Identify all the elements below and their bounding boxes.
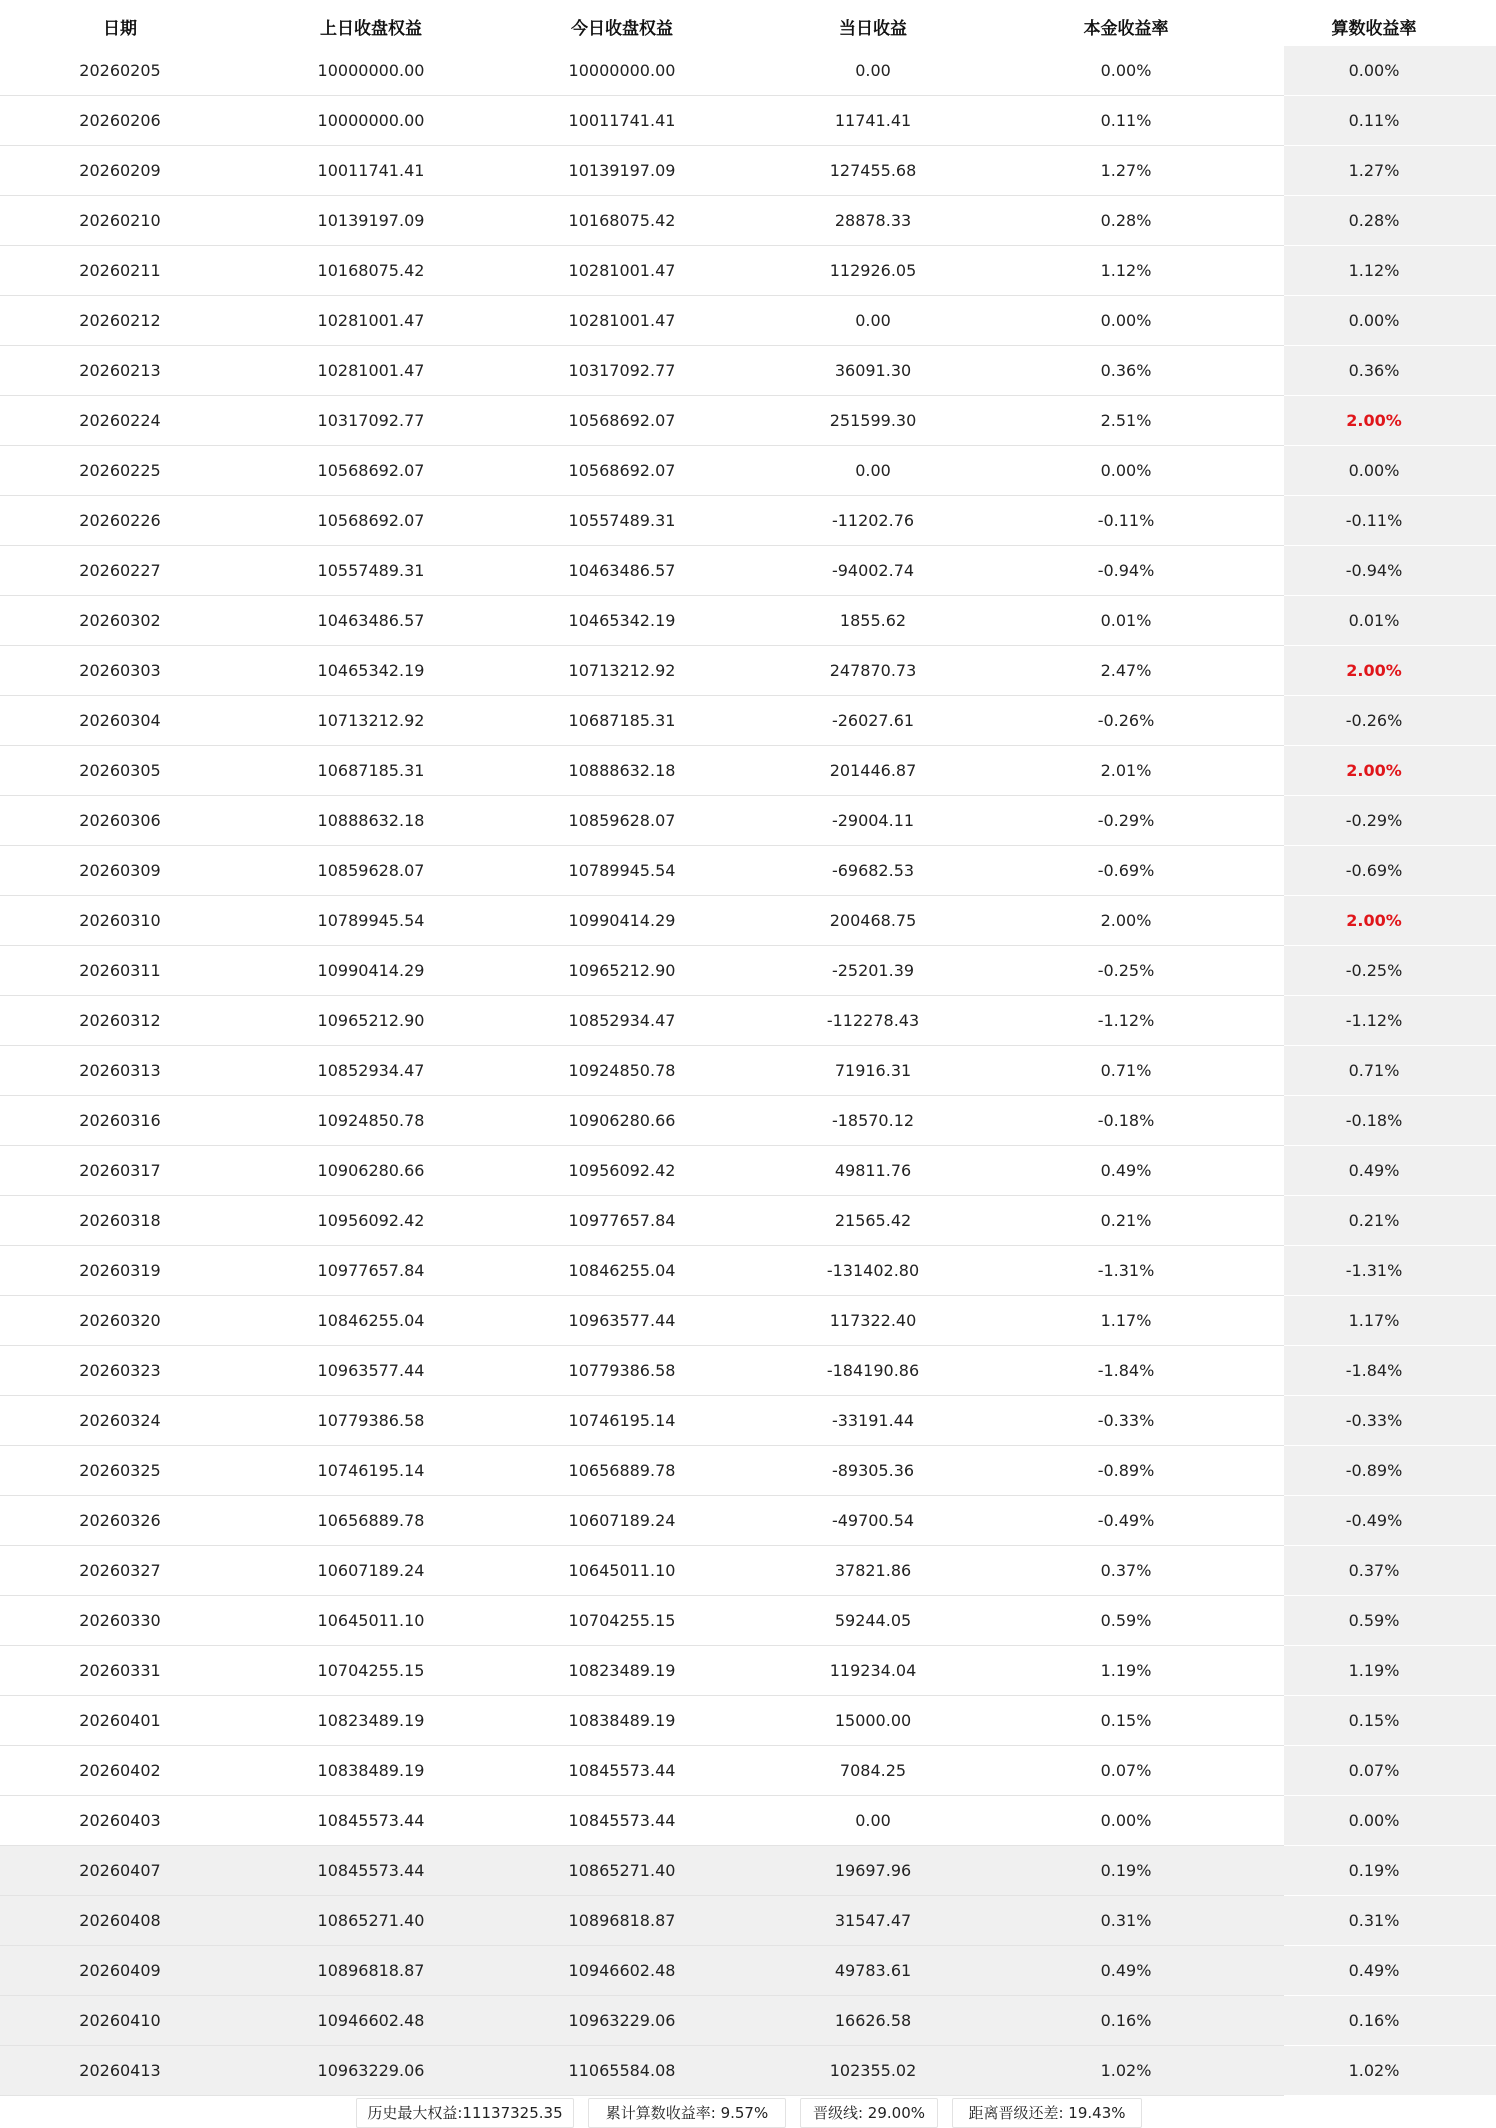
cell-arith-return: -1.12% bbox=[1345, 1011, 1403, 1030]
cell-prev-equity: 10746195.14 bbox=[317, 1461, 425, 1480]
cell-prev-equity: 10000000.00 bbox=[317, 61, 425, 80]
cell-principal-return: 0.15% bbox=[1100, 1711, 1152, 1730]
table-row[interactable] bbox=[0, 1096, 1496, 1146]
cell-today-equity: 10607189.24 bbox=[568, 1511, 676, 1530]
cell-arith-return: 0.07% bbox=[1348, 1761, 1400, 1780]
cell-today-equity: 10906280.66 bbox=[568, 1111, 676, 1130]
cell-daily-pnl: 0.00 bbox=[855, 61, 891, 80]
cell-principal-return: -0.89% bbox=[1097, 1461, 1155, 1480]
cell-daily-pnl: 200468.75 bbox=[829, 911, 917, 930]
cell-daily-pnl: 49783.61 bbox=[834, 1961, 912, 1980]
cell-date: 20260413 bbox=[79, 2061, 161, 2080]
cell-principal-return: 2.00% bbox=[1100, 911, 1152, 930]
cell-daily-pnl: -94002.74 bbox=[831, 561, 915, 580]
cell-today-equity: 10139197.09 bbox=[568, 161, 676, 180]
cell-daily-pnl: 15000.00 bbox=[834, 1711, 912, 1730]
table-row[interactable] bbox=[0, 1946, 1496, 1996]
table-row[interactable] bbox=[0, 346, 1496, 396]
cell-prev-equity: 10845573.44 bbox=[317, 1861, 425, 1880]
table-row[interactable] bbox=[0, 1496, 1496, 1546]
table-row[interactable] bbox=[0, 446, 1496, 496]
cell-arith-return: -0.49% bbox=[1345, 1511, 1403, 1530]
cell-daily-pnl: -18570.12 bbox=[831, 1111, 915, 1130]
table-row[interactable] bbox=[0, 996, 1496, 1046]
cell-arith-return: 0.01% bbox=[1348, 611, 1400, 630]
cell-date: 20260324 bbox=[79, 1411, 161, 1430]
cell-prev-equity: 10779386.58 bbox=[317, 1411, 425, 1430]
cell-today-equity: 10465342.19 bbox=[568, 611, 676, 630]
cell-date: 20260323 bbox=[79, 1361, 161, 1380]
table-row[interactable] bbox=[0, 1746, 1496, 1796]
cell-date: 20260205 bbox=[79, 61, 161, 80]
cell-date: 20260407 bbox=[79, 1861, 161, 1880]
cell-principal-return: 1.12% bbox=[1100, 261, 1152, 280]
cell-today-equity: 10838489.19 bbox=[568, 1711, 676, 1730]
cell-today-equity: 10865271.40 bbox=[568, 1861, 676, 1880]
cell-prev-equity: 10990414.29 bbox=[317, 961, 425, 980]
cell-arith-return: 0.00% bbox=[1348, 461, 1400, 480]
cell-today-equity: 10846255.04 bbox=[568, 1261, 676, 1280]
col-header-prev-equity[interactable]: 上日收盘权益 bbox=[320, 19, 422, 38]
table-row[interactable] bbox=[0, 1296, 1496, 1346]
cell-prev-equity: 10568692.07 bbox=[317, 461, 425, 480]
cell-date: 20260316 bbox=[79, 1111, 161, 1130]
cell-principal-return: 0.49% bbox=[1100, 1961, 1152, 1980]
cell-daily-pnl: 117322.40 bbox=[829, 1311, 917, 1330]
table-header bbox=[0, 0, 1496, 46]
cell-principal-return: -1.12% bbox=[1097, 1011, 1155, 1030]
cell-prev-equity: 10846255.04 bbox=[317, 1311, 425, 1330]
cell-arith-return: 0.37% bbox=[1348, 1561, 1400, 1580]
cell-prev-equity: 10465342.19 bbox=[317, 661, 425, 680]
cell-date: 20260408 bbox=[79, 1911, 161, 1930]
table-row[interactable] bbox=[0, 246, 1496, 296]
cell-arith-return: 0.36% bbox=[1348, 361, 1400, 380]
cell-daily-pnl: -184190.86 bbox=[826, 1361, 920, 1380]
table-row[interactable] bbox=[0, 1846, 1496, 1896]
cell-daily-pnl: 247870.73 bbox=[829, 661, 917, 680]
cell-today-equity: 10852934.47 bbox=[568, 1011, 676, 1030]
table-row[interactable] bbox=[0, 1646, 1496, 1696]
cell-arith-return: -0.89% bbox=[1345, 1461, 1403, 1480]
table-row[interactable] bbox=[0, 496, 1496, 546]
cell-principal-return: 1.02% bbox=[1100, 2061, 1152, 2080]
col-header-date[interactable]: 日期 bbox=[103, 19, 137, 38]
cell-prev-equity: 10789945.54 bbox=[317, 911, 425, 930]
cell-principal-return: 2.51% bbox=[1100, 411, 1152, 430]
cell-today-equity: 10963577.44 bbox=[568, 1311, 676, 1330]
cell-arith-return: 0.21% bbox=[1348, 1211, 1400, 1230]
cell-principal-return: -0.69% bbox=[1097, 861, 1155, 880]
cell-today-equity: 10568692.07 bbox=[568, 461, 676, 480]
cell-daily-pnl: 0.00 bbox=[855, 461, 891, 480]
cell-arith-return: -0.29% bbox=[1345, 811, 1403, 830]
cell-principal-return: 0.28% bbox=[1100, 211, 1152, 230]
table-row[interactable] bbox=[0, 1046, 1496, 1096]
cell-date: 20260410 bbox=[79, 2011, 161, 2030]
cell-prev-equity: 10011741.41 bbox=[317, 161, 425, 180]
cell-date: 20260305 bbox=[79, 761, 161, 780]
cell-arith-return: -0.11% bbox=[1345, 511, 1403, 530]
cell-today-equity: 10463486.57 bbox=[568, 561, 676, 580]
cell-arith-return: 0.00% bbox=[1348, 61, 1400, 80]
cell-date: 20260325 bbox=[79, 1461, 161, 1480]
cell-today-equity: 10746195.14 bbox=[568, 1411, 676, 1430]
cell-daily-pnl: 119234.04 bbox=[829, 1661, 917, 1680]
table-row[interactable] bbox=[0, 1346, 1496, 1396]
cell-arith-return: 1.12% bbox=[1348, 261, 1400, 280]
cell-prev-equity: 10946602.48 bbox=[317, 2011, 425, 2030]
cell-principal-return: 1.27% bbox=[1100, 161, 1152, 180]
cell-daily-pnl: 102355.02 bbox=[829, 2061, 917, 2080]
cell-arith-return: 2.00% bbox=[1346, 411, 1402, 430]
cell-daily-pnl: 11741.41 bbox=[834, 111, 912, 130]
cell-today-equity: 10168075.42 bbox=[568, 211, 676, 230]
cell-principal-return: 0.01% bbox=[1100, 611, 1152, 630]
cell-prev-equity: 10977657.84 bbox=[317, 1261, 425, 1280]
cell-date: 20260304 bbox=[79, 711, 161, 730]
cell-today-equity: 10656889.78 bbox=[568, 1461, 676, 1480]
cell-principal-return: -0.33% bbox=[1097, 1411, 1155, 1430]
cell-prev-equity: 10463486.57 bbox=[317, 611, 425, 630]
cell-daily-pnl: -11202.76 bbox=[831, 511, 915, 530]
cell-today-equity: 10845573.44 bbox=[568, 1761, 676, 1780]
cell-principal-return: 0.31% bbox=[1100, 1911, 1152, 1930]
cell-principal-return: 0.19% bbox=[1100, 1861, 1152, 1880]
col-header-daily-pnl[interactable]: 当日收益 bbox=[839, 19, 907, 38]
cell-principal-return: 2.47% bbox=[1100, 661, 1152, 680]
cell-daily-pnl: -131402.80 bbox=[826, 1261, 920, 1280]
cell-daily-pnl: 201446.87 bbox=[829, 761, 917, 780]
cell-prev-equity: 10713212.92 bbox=[317, 711, 425, 730]
cell-date: 20260319 bbox=[79, 1261, 161, 1280]
cell-prev-equity: 10859628.07 bbox=[317, 861, 425, 880]
cell-date: 20260313 bbox=[79, 1061, 161, 1080]
cell-daily-pnl: -25201.39 bbox=[831, 961, 915, 980]
cell-prev-equity: 10656889.78 bbox=[317, 1511, 425, 1530]
cell-principal-return: 0.21% bbox=[1100, 1211, 1152, 1230]
cell-date: 20260209 bbox=[79, 161, 161, 180]
cell-principal-return: 0.07% bbox=[1100, 1761, 1152, 1780]
cell-date: 20260402 bbox=[79, 1761, 161, 1780]
cell-arith-return: -0.69% bbox=[1345, 861, 1403, 880]
cell-today-equity: 10568692.07 bbox=[568, 411, 676, 430]
cell-today-equity: 10946602.48 bbox=[568, 1961, 676, 1980]
cell-arith-return: 0.49% bbox=[1348, 1161, 1400, 1180]
cell-prev-equity: 10139197.09 bbox=[317, 211, 425, 230]
summary-bar bbox=[0, 2096, 1496, 2128]
cell-arith-return: 0.28% bbox=[1348, 211, 1400, 230]
cell-prev-equity: 10000000.00 bbox=[317, 111, 425, 130]
table-row[interactable] bbox=[0, 396, 1496, 446]
cell-date: 20260309 bbox=[79, 861, 161, 880]
cell-daily-pnl: 59244.05 bbox=[834, 1611, 912, 1630]
cell-date: 20260317 bbox=[79, 1161, 161, 1180]
table-row[interactable] bbox=[0, 1546, 1496, 1596]
cell-principal-return: -1.31% bbox=[1097, 1261, 1155, 1280]
cell-today-equity: 10963229.06 bbox=[568, 2011, 676, 2030]
table-row[interactable] bbox=[0, 1996, 1496, 2046]
cell-principal-return: 0.59% bbox=[1100, 1611, 1152, 1630]
cell-today-equity: 10011741.41 bbox=[568, 111, 676, 130]
cell-daily-pnl: 0.00 bbox=[855, 311, 891, 330]
cell-date: 20260409 bbox=[79, 1961, 161, 1980]
cell-principal-return: -1.84% bbox=[1097, 1361, 1155, 1380]
cell-principal-return: 0.00% bbox=[1100, 461, 1152, 480]
cell-prev-equity: 10645011.10 bbox=[317, 1611, 425, 1630]
cell-arith-return: 2.00% bbox=[1346, 661, 1402, 680]
table-row[interactable] bbox=[0, 296, 1496, 346]
cell-prev-equity: 10607189.24 bbox=[317, 1561, 425, 1580]
cell-arith-return: 2.00% bbox=[1346, 761, 1402, 780]
cell-daily-pnl: 31547.47 bbox=[834, 1911, 912, 1930]
cell-principal-return: -0.49% bbox=[1097, 1511, 1155, 1530]
cell-arith-return: 0.19% bbox=[1348, 1861, 1400, 1880]
cell-today-equity: 10713212.92 bbox=[568, 661, 676, 680]
cell-date: 20260227 bbox=[79, 561, 161, 580]
cell-date: 20260226 bbox=[79, 511, 161, 530]
cell-date: 20260224 bbox=[79, 411, 161, 430]
cell-arith-return: 0.00% bbox=[1348, 311, 1400, 330]
cell-daily-pnl: -89305.36 bbox=[831, 1461, 915, 1480]
cell-today-equity: 10845573.44 bbox=[568, 1811, 676, 1830]
table-row[interactable] bbox=[0, 46, 1496, 96]
cell-prev-equity: 10963229.06 bbox=[317, 2061, 425, 2080]
cell-date: 20260210 bbox=[79, 211, 161, 230]
col-header-today-equity[interactable]: 今日收盘权益 bbox=[571, 19, 673, 38]
cell-date: 20260403 bbox=[79, 1811, 161, 1830]
cell-principal-return: -0.94% bbox=[1097, 561, 1155, 580]
cell-prev-equity: 10963577.44 bbox=[317, 1361, 425, 1380]
cell-today-equity: 10281001.47 bbox=[568, 311, 676, 330]
cell-arith-return: -0.18% bbox=[1345, 1111, 1403, 1130]
cell-daily-pnl: 16626.58 bbox=[834, 2011, 912, 2030]
cell-principal-return: 0.37% bbox=[1100, 1561, 1152, 1580]
cell-today-equity: 10645011.10 bbox=[568, 1561, 676, 1580]
cell-principal-return: 0.36% bbox=[1100, 361, 1152, 380]
cell-today-equity: 10779386.58 bbox=[568, 1361, 676, 1380]
cell-date: 20260303 bbox=[79, 661, 161, 680]
cell-principal-return: 0.00% bbox=[1100, 311, 1152, 330]
cell-prev-equity: 10557489.31 bbox=[317, 561, 425, 580]
cell-prev-equity: 10281001.47 bbox=[317, 361, 425, 380]
cell-principal-return: -0.29% bbox=[1097, 811, 1155, 830]
cell-arith-return: -1.84% bbox=[1345, 1361, 1403, 1380]
cell-prev-equity: 10568692.07 bbox=[317, 511, 425, 530]
cell-date: 20260211 bbox=[79, 261, 161, 280]
table-row[interactable] bbox=[0, 1596, 1496, 1646]
cell-prev-equity: 10687185.31 bbox=[317, 761, 425, 780]
cell-arith-return: -0.25% bbox=[1345, 961, 1403, 980]
table-row[interactable] bbox=[0, 596, 1496, 646]
table-row[interactable] bbox=[0, 1896, 1496, 1946]
cell-today-equity: 10977657.84 bbox=[568, 1211, 676, 1230]
cell-today-equity: 10789945.54 bbox=[568, 861, 676, 880]
cell-date: 20260331 bbox=[79, 1661, 161, 1680]
cell-date: 20260327 bbox=[79, 1561, 161, 1580]
cell-date: 20260401 bbox=[79, 1711, 161, 1730]
cell-date: 20260326 bbox=[79, 1511, 161, 1530]
cell-prev-equity: 10865271.40 bbox=[317, 1911, 425, 1930]
cell-today-equity: 10281001.47 bbox=[568, 261, 676, 280]
table-row[interactable] bbox=[0, 546, 1496, 596]
table-row[interactable] bbox=[0, 1396, 1496, 1446]
cell-prev-equity: 10852934.47 bbox=[317, 1061, 425, 1080]
cell-daily-pnl: 112926.05 bbox=[829, 261, 917, 280]
cell-today-equity: 10557489.31 bbox=[568, 511, 676, 530]
cell-date: 20260206 bbox=[79, 111, 161, 130]
cell-arith-return: 0.59% bbox=[1348, 1611, 1400, 1630]
table-row[interactable] bbox=[0, 1796, 1496, 1846]
cell-today-equity: 10687185.31 bbox=[568, 711, 676, 730]
cell-arith-return: 0.15% bbox=[1348, 1711, 1400, 1730]
cell-prev-equity: 10965212.90 bbox=[317, 1011, 425, 1030]
table-row[interactable] bbox=[0, 796, 1496, 846]
col-header-arith-return[interactable]: 算数收益率 bbox=[1331, 19, 1417, 38]
cell-daily-pnl: 127455.68 bbox=[829, 161, 917, 180]
cell-prev-equity: 10956092.42 bbox=[317, 1211, 425, 1230]
cell-today-equity: 10956092.42 bbox=[568, 1161, 676, 1180]
cell-prev-equity: 10823489.19 bbox=[317, 1711, 425, 1730]
cell-daily-pnl: -112278.43 bbox=[826, 1011, 920, 1030]
cell-daily-pnl: 21565.42 bbox=[834, 1211, 912, 1230]
cell-principal-return: 0.00% bbox=[1100, 61, 1152, 80]
cell-today-equity: 10317092.77 bbox=[568, 361, 676, 380]
cell-date: 20260225 bbox=[79, 461, 161, 480]
cell-today-equity: 10000000.00 bbox=[568, 61, 676, 80]
cell-arith-return: 0.31% bbox=[1348, 1911, 1400, 1930]
cell-daily-pnl: 71916.31 bbox=[834, 1061, 912, 1080]
table-row[interactable] bbox=[0, 746, 1496, 796]
table-row[interactable] bbox=[0, 1196, 1496, 1246]
cell-daily-pnl: 37821.86 bbox=[834, 1561, 912, 1580]
cell-daily-pnl: 19697.96 bbox=[834, 1861, 912, 1880]
cell-daily-pnl: 49811.76 bbox=[834, 1161, 912, 1180]
table-row[interactable] bbox=[0, 146, 1496, 196]
cell-prev-equity: 10838489.19 bbox=[317, 1761, 425, 1780]
cell-date: 20260306 bbox=[79, 811, 161, 830]
table-row[interactable] bbox=[0, 946, 1496, 996]
cell-principal-return: 0.16% bbox=[1100, 2011, 1152, 2030]
cell-prev-equity: 10168075.42 bbox=[317, 261, 425, 280]
cell-prev-equity: 10924850.78 bbox=[317, 1111, 425, 1130]
cell-daily-pnl: 1855.62 bbox=[839, 611, 907, 630]
cell-arith-return: 0.71% bbox=[1348, 1061, 1400, 1080]
cell-daily-pnl: 28878.33 bbox=[834, 211, 912, 230]
cell-prev-equity: 10281001.47 bbox=[317, 311, 425, 330]
table-row[interactable] bbox=[0, 96, 1496, 146]
table-row[interactable] bbox=[0, 1146, 1496, 1196]
gap-badge: 距离晋级还差: 19.43% bbox=[952, 2098, 1142, 2128]
cell-date: 20260213 bbox=[79, 361, 161, 380]
cell-today-equity: 10924850.78 bbox=[568, 1061, 676, 1080]
cell-date: 20260312 bbox=[79, 1011, 161, 1030]
table-row[interactable] bbox=[0, 846, 1496, 896]
cell-prev-equity: 10845573.44 bbox=[317, 1811, 425, 1830]
cell-today-equity: 11065584.08 bbox=[568, 2061, 676, 2080]
cell-prev-equity: 10896818.87 bbox=[317, 1961, 425, 1980]
table-row[interactable] bbox=[0, 646, 1496, 696]
cell-arith-return: -1.31% bbox=[1345, 1261, 1403, 1280]
cell-date: 20260310 bbox=[79, 911, 161, 930]
cell-arith-return: 0.11% bbox=[1348, 111, 1400, 130]
cell-today-equity: 10965212.90 bbox=[568, 961, 676, 980]
cell-date: 20260330 bbox=[79, 1611, 161, 1630]
cell-daily-pnl: 36091.30 bbox=[834, 361, 912, 380]
cell-daily-pnl: -29004.11 bbox=[831, 811, 915, 830]
cell-arith-return: 1.17% bbox=[1348, 1311, 1400, 1330]
cell-principal-return: -0.11% bbox=[1097, 511, 1155, 530]
cell-daily-pnl: 7084.25 bbox=[839, 1761, 907, 1780]
cell-principal-return: 0.49% bbox=[1100, 1161, 1152, 1180]
table-row[interactable] bbox=[0, 1446, 1496, 1496]
cell-today-equity: 10859628.07 bbox=[568, 811, 676, 830]
table-row[interactable] bbox=[0, 1696, 1496, 1746]
cell-date: 20260318 bbox=[79, 1211, 161, 1230]
cell-today-equity: 10823489.19 bbox=[568, 1661, 676, 1680]
cell-principal-return: 0.71% bbox=[1100, 1061, 1152, 1080]
cell-prev-equity: 10704255.15 bbox=[317, 1661, 425, 1680]
table-row[interactable] bbox=[0, 896, 1496, 946]
cell-arith-return: -0.33% bbox=[1345, 1411, 1403, 1430]
cell-arith-return: -0.94% bbox=[1345, 561, 1403, 580]
cell-date: 20260212 bbox=[79, 311, 161, 330]
cell-daily-pnl: -33191.44 bbox=[831, 1411, 915, 1430]
cell-prev-equity: 10906280.66 bbox=[317, 1161, 425, 1180]
promo-line-badge: 晋级线: 29.00% bbox=[800, 2098, 938, 2128]
cell-arith-return: 2.00% bbox=[1346, 911, 1402, 930]
cell-today-equity: 10704255.15 bbox=[568, 1611, 676, 1630]
cell-arith-return: 1.27% bbox=[1348, 161, 1400, 180]
cell-date: 20260302 bbox=[79, 611, 161, 630]
cell-prev-equity: 10888632.18 bbox=[317, 811, 425, 830]
cell-daily-pnl: 251599.30 bbox=[829, 411, 917, 430]
cell-daily-pnl: -49700.54 bbox=[831, 1511, 915, 1530]
cell-principal-return: -0.26% bbox=[1097, 711, 1155, 730]
cell-today-equity: 10990414.29 bbox=[568, 911, 676, 930]
table-row[interactable] bbox=[0, 1246, 1496, 1296]
cell-prev-equity: 10317092.77 bbox=[317, 411, 425, 430]
max-equity-badge: 历史最大权益:11137325.35 bbox=[356, 2098, 574, 2128]
col-header-principal-return[interactable]: 本金收益率 bbox=[1083, 19, 1169, 38]
cum-return-badge: 累计算数收益率: 9.57% bbox=[588, 2098, 786, 2128]
cell-daily-pnl: 0.00 bbox=[855, 1811, 891, 1830]
cell-principal-return: -0.18% bbox=[1097, 1111, 1155, 1130]
cell-arith-return: 0.00% bbox=[1348, 1811, 1400, 1830]
cell-arith-return: 1.02% bbox=[1348, 2061, 1400, 2080]
cell-arith-return: -0.26% bbox=[1345, 711, 1403, 730]
cell-daily-pnl: -69682.53 bbox=[831, 861, 915, 880]
table-row[interactable] bbox=[0, 2046, 1496, 2096]
cell-today-equity: 10888632.18 bbox=[568, 761, 676, 780]
table-row[interactable] bbox=[0, 696, 1496, 746]
cell-arith-return: 1.19% bbox=[1348, 1661, 1400, 1680]
cell-principal-return: 1.17% bbox=[1100, 1311, 1152, 1330]
cell-principal-return: 0.00% bbox=[1100, 1811, 1152, 1830]
cell-principal-return: -0.25% bbox=[1097, 961, 1155, 980]
cell-today-equity: 10896818.87 bbox=[568, 1911, 676, 1930]
table-row[interactable] bbox=[0, 196, 1496, 246]
cell-arith-return: 0.49% bbox=[1348, 1961, 1400, 1980]
cell-date: 20260320 bbox=[79, 1311, 161, 1330]
cell-daily-pnl: -26027.61 bbox=[831, 711, 915, 730]
cell-principal-return: 2.01% bbox=[1100, 761, 1152, 780]
cell-principal-return: 0.11% bbox=[1100, 111, 1152, 130]
cell-arith-return: 0.16% bbox=[1348, 2011, 1400, 2030]
cell-date: 20260311 bbox=[79, 961, 161, 980]
cell-principal-return: 1.19% bbox=[1100, 1661, 1152, 1680]
